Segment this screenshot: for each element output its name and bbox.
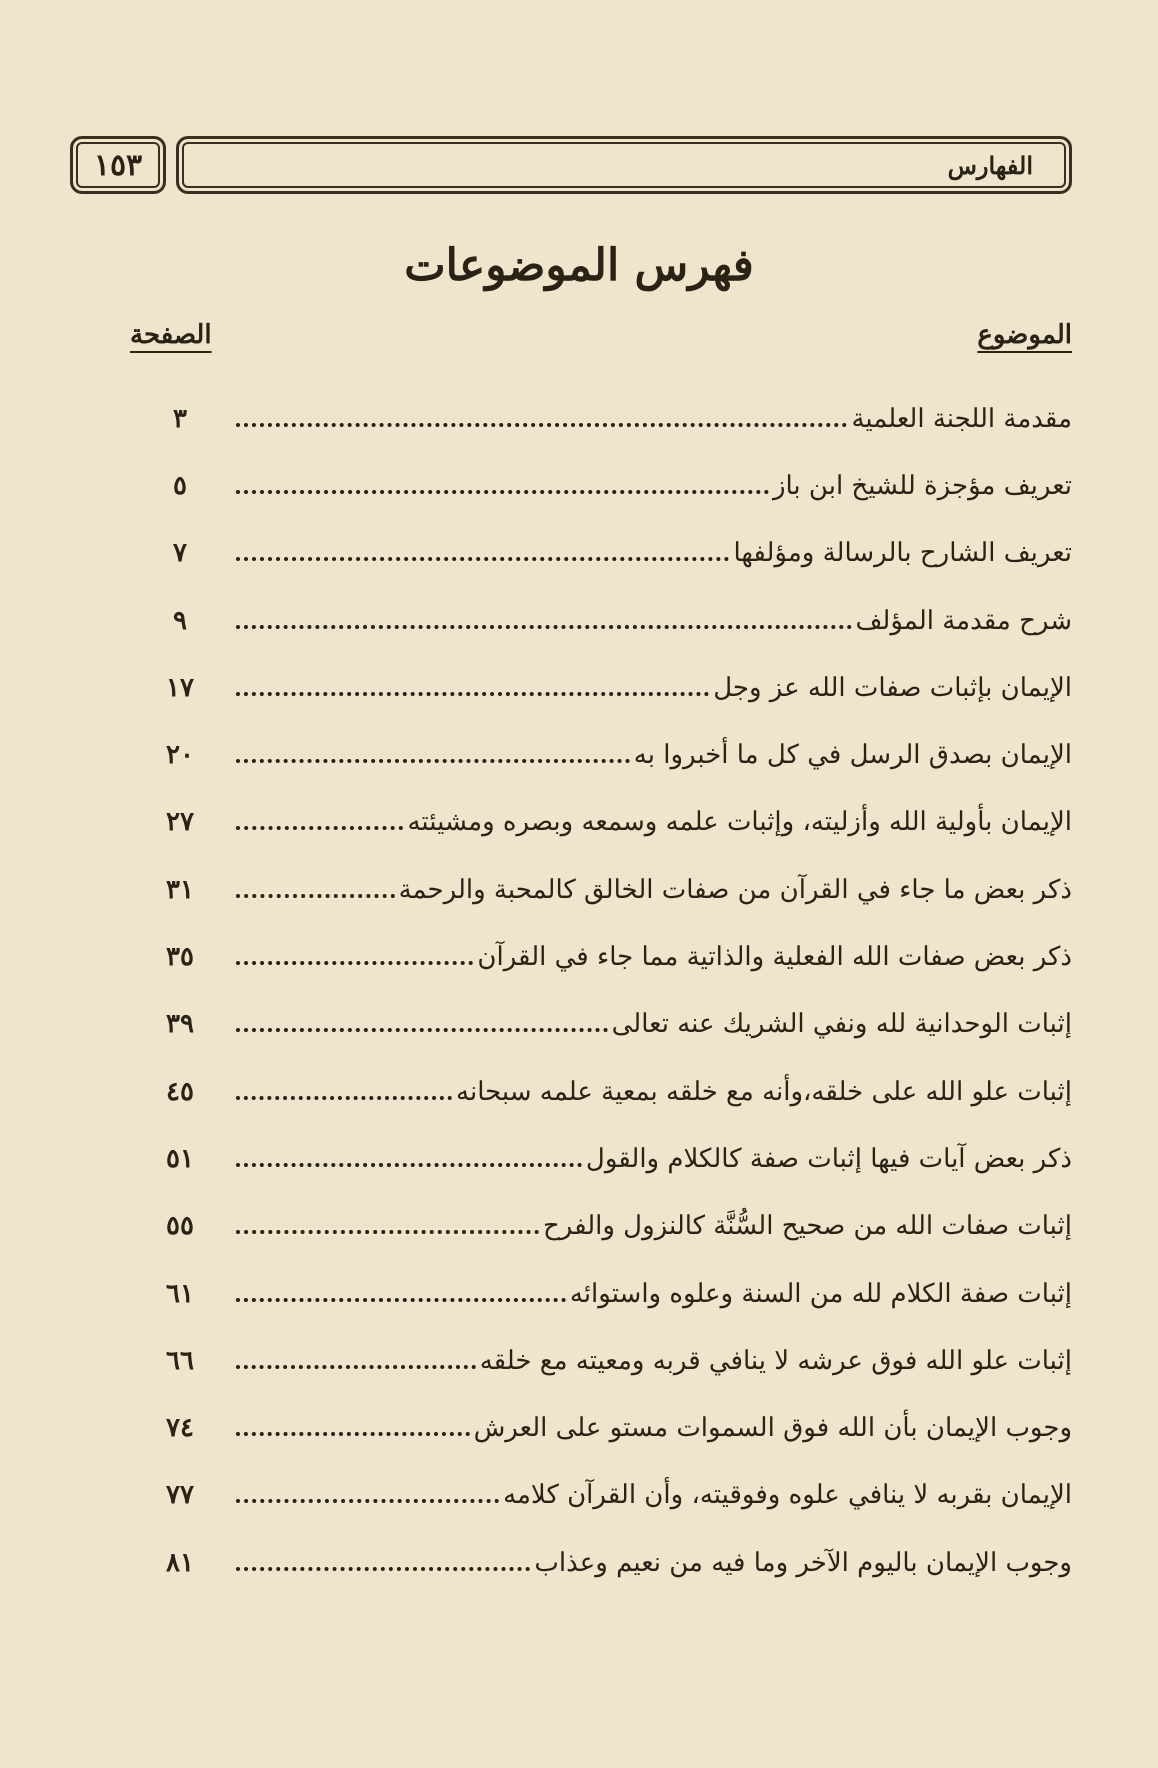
toc-entry-page: ٥١ [166,1143,194,1174]
toc-entry-page: ٧ [173,538,187,569]
toc-entry-title: إثبات علو الله على خلقه،وأنه مع خلقه بمعية علمه سبحانه [456,1076,1072,1107]
toc-entry [150,385,1072,452]
toc-entry [150,923,1072,990]
toc-entry-page: ٣٥ [166,942,194,973]
dot-leader [236,1298,566,1302]
toc-entry-page: ٨١ [166,1547,194,1578]
running-header [176,136,1072,194]
toc-entry-title: ذكر بعض ما جاء في القرآن من صفات الخالق كالمحبة والرحمة [398,874,1072,905]
dot-leader [236,557,729,561]
dot-leader [236,692,709,696]
toc-entry-page: ٧٤ [166,1413,194,1444]
dot-leader [236,894,395,898]
page-number-box [70,136,166,194]
dot-leader [236,1163,582,1167]
section-label: الفهارس [947,150,1033,180]
dot-leader [236,961,473,965]
toc-entry [150,1193,1072,1260]
toc-entry [150,856,1072,923]
toc-entry [150,721,1072,788]
toc-entry-page: ٧٧ [166,1480,194,1511]
toc-entry-title: تعريف مؤجزة للشيخ ابن باز [772,470,1072,501]
toc-entry [150,1125,1072,1192]
dot-leader [236,423,847,427]
toc-entry-title: شرح مقدمة المؤلف [855,605,1072,636]
dot-leader [236,826,403,830]
table-of-contents [150,385,1072,1596]
toc-entry [150,654,1072,721]
toc-entry-title: وجوب الإيمان باليوم الآخر وما فيه من نعيم وعذاب [534,1547,1072,1578]
toc-entry-title: مقدمة اللجنة العلمية [851,403,1072,434]
toc-entry-title: إثبات صفات الله من صحيح السُّنَّة كالنزول والفرح [542,1211,1072,1242]
toc-entry [150,1394,1072,1461]
toc-entry-page: ٤٥ [166,1076,194,1107]
toc-entry-page: ٣١ [166,874,194,905]
toc-entry [150,587,1072,654]
dot-leader [236,1096,452,1100]
dot-leader [236,625,852,629]
toc-entry-page: ٣٩ [166,1009,194,1040]
dot-leader [236,1230,539,1234]
toc-entry-page: ٩ [173,605,187,636]
toc-entry-page: ٢٧ [166,807,194,838]
toc-entry-page: ٥ [173,470,187,501]
page-title: فهرس الموضوعات [404,240,754,291]
toc-entry [150,1529,1072,1596]
toc-entry [150,1260,1072,1327]
toc-entry-title: الإيمان بإثبات صفات الله عز وجل [713,672,1072,703]
dot-leader [236,490,769,494]
page-number: ١٥٣ [93,147,143,183]
toc-entry-title: إثبات علو الله فوق عرشه لا ينافي قربه ومعيته مع خلقه [479,1345,1072,1376]
toc-entry [150,789,1072,856]
toc-entry-title: ذكر بعض آيات فيها إثبات صفة كالكلام والقول [585,1143,1072,1174]
toc-entry-title: ذكر بعض صفات الله الفعلية والذاتية مما جاء في القرآن [477,942,1072,973]
dot-leader [236,759,630,763]
toc-entry [150,1462,1072,1529]
toc-entry-title: الإيمان بصدق الرسل في كل ما أخبروا به [633,740,1072,771]
toc-entry [150,452,1072,519]
toc-entry-page: ٦٦ [166,1345,194,1376]
toc-entry-title: إثبات صفة الكلام لله من السنة وعلوه واستوائه [569,1278,1072,1309]
toc-entry-title: الإيمان بقربه لا ينافي علوه وفوقيته، وأن القرآن كلامه [503,1480,1072,1511]
toc-entry-page: ١٧ [166,672,194,703]
toc-entry [150,1327,1072,1394]
toc-entry-title: تعريف الشارح بالرسالة ومؤلفها [733,538,1072,569]
dot-leader [236,1499,499,1503]
toc-entry [150,520,1072,587]
column-header-topic: الموضوع [977,320,1072,350]
toc-entry-page: ٣ [173,403,187,434]
toc-entry-page: ٦١ [166,1278,194,1309]
toc-entry [150,1058,1072,1125]
dot-leader [236,1432,470,1436]
toc-entry-page: ٥٥ [166,1211,194,1242]
dot-leader [236,1028,608,1032]
toc-entry-page: ٢٠ [166,740,194,771]
dot-leader [236,1365,476,1369]
dot-leader [236,1567,530,1571]
toc-entry-title: الإيمان بأولية الله وأزليته، وإثبات علمه وسمعه وبصره ومشيئته [407,807,1072,838]
column-header-page: الصفحة [130,320,212,350]
toc-entry-title: وجوب الإيمان بأن الله فوق السموات مستو على العرش [473,1413,1072,1444]
toc-entry [150,991,1072,1058]
toc-entry-title: إثبات الوحدانية لله ونفي الشريك عنه تعالى [611,1009,1072,1040]
